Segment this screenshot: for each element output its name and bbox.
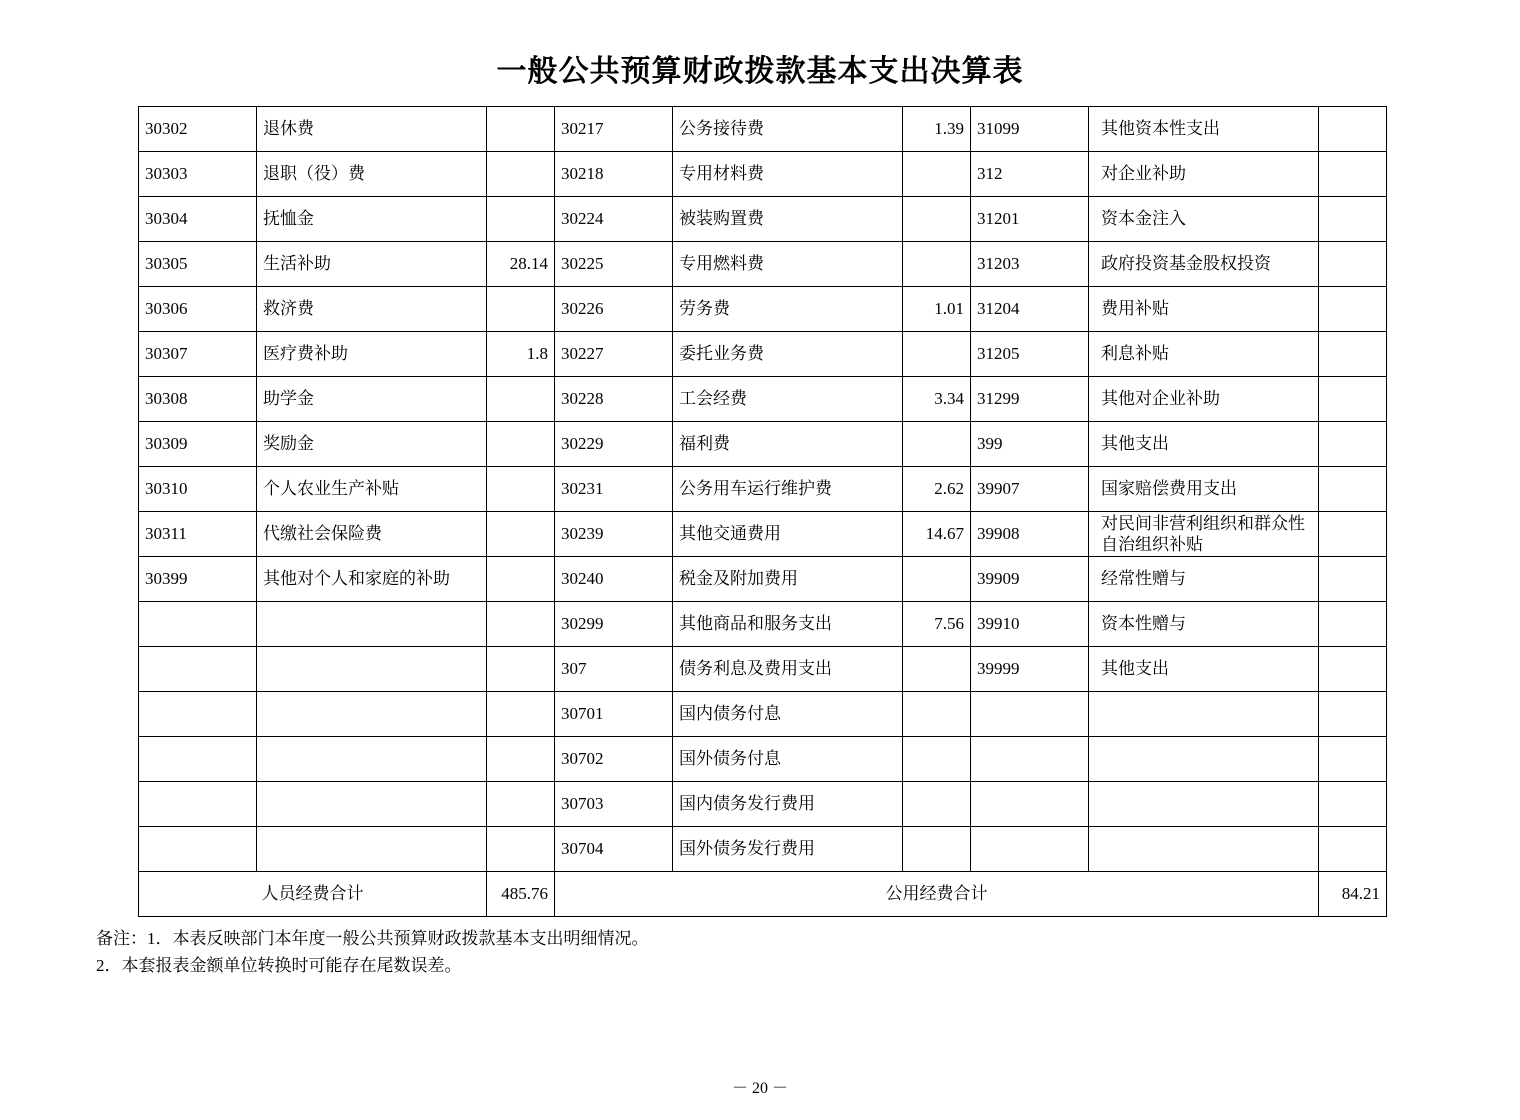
- cell-code: 30231: [555, 467, 673, 512]
- cell-code: [971, 827, 1089, 872]
- document-page: [0, 46, 1520, 1120]
- table-totals-row: [139, 872, 1387, 917]
- cell-value: [487, 422, 555, 467]
- table-row: [139, 107, 1387, 152]
- cell-name: 其他资本性支出: [1089, 107, 1319, 152]
- cell-code: [139, 827, 257, 872]
- cell-value: 2.62: [903, 467, 971, 512]
- cell-name: [257, 827, 487, 872]
- cell-name: 个人农业生产补贴: [257, 467, 487, 512]
- cell-value: [1319, 422, 1387, 467]
- cell-value: [487, 557, 555, 602]
- cell-code: 39908: [971, 512, 1089, 557]
- cell-name: 退休费: [257, 107, 487, 152]
- cell-value: [1319, 692, 1387, 737]
- cell-name: 公务接待费: [673, 107, 903, 152]
- cell-name: 债务利息及费用支出: [673, 647, 903, 692]
- cell-value: [903, 782, 971, 827]
- cell-name: [257, 782, 487, 827]
- cell-code: [139, 602, 257, 647]
- cell-name: 国外债务发行费用: [673, 827, 903, 872]
- cell-name: [1089, 827, 1319, 872]
- cell-value: [1319, 602, 1387, 647]
- cell-value: [1319, 647, 1387, 692]
- cell-name: 对民间非营利组织和群众性自治组织补贴: [1089, 512, 1319, 557]
- cell-name: 其他对个人和家庭的补助: [257, 557, 487, 602]
- cell-value: [1319, 512, 1387, 557]
- cell-name: 公务用车运行维护费: [673, 467, 903, 512]
- cell-name: 资本性赠与: [1089, 602, 1319, 647]
- cell-value: [1319, 287, 1387, 332]
- cell-code: 30308: [139, 377, 257, 422]
- cell-code: 30303: [139, 152, 257, 197]
- cell-value: [487, 287, 555, 332]
- cell-name: 其他交通费用: [673, 512, 903, 557]
- cell-name: 对企业补助: [1089, 152, 1319, 197]
- cell-name: 国家赔偿费用支出: [1089, 467, 1319, 512]
- cell-code: 30310: [139, 467, 257, 512]
- cell-value: [487, 737, 555, 782]
- budget-expenditure-table: [138, 106, 1387, 917]
- cell-name: 其他商品和服务支出: [673, 602, 903, 647]
- cell-value: [1319, 557, 1387, 602]
- cell-code: 30703: [555, 782, 673, 827]
- cell-code: 399: [971, 422, 1089, 467]
- cell-name: 费用补贴: [1089, 287, 1319, 332]
- cell-value: [903, 737, 971, 782]
- cell-value: 14.67: [903, 512, 971, 557]
- cell-value: [903, 152, 971, 197]
- cell-value: [1319, 197, 1387, 242]
- cell-name: 退职（役）费: [257, 152, 487, 197]
- cell-name: 政府投资基金股权投资: [1089, 242, 1319, 287]
- cell-code: 30399: [139, 557, 257, 602]
- cell-code: 30225: [555, 242, 673, 287]
- cell-code: 312: [971, 152, 1089, 197]
- cell-value: [903, 242, 971, 287]
- public-total-label: 公用经费合计: [555, 872, 1319, 917]
- cell-value: [487, 647, 555, 692]
- cell-value: [903, 422, 971, 467]
- cell-name: [257, 647, 487, 692]
- cell-value: [1319, 152, 1387, 197]
- cell-value: [487, 827, 555, 872]
- cell-code: 30299: [555, 602, 673, 647]
- cell-name: 福利费: [673, 422, 903, 467]
- cell-code: 31201: [971, 197, 1089, 242]
- cell-name: 代缴社会保险费: [257, 512, 487, 557]
- cell-code: [971, 692, 1089, 737]
- cell-code: [971, 782, 1089, 827]
- cell-name: 国外债务付息: [673, 737, 903, 782]
- cell-name: 医疗费补助: [257, 332, 487, 377]
- table-notes: [96, 925, 1520, 979]
- cell-code: 30224: [555, 197, 673, 242]
- table-row: [139, 647, 1387, 692]
- cell-value: [487, 377, 555, 422]
- cell-value: [1319, 827, 1387, 872]
- cell-code: 30704: [555, 827, 673, 872]
- cell-code: 30306: [139, 287, 257, 332]
- cell-value: 1.01: [903, 287, 971, 332]
- cell-code: 30228: [555, 377, 673, 422]
- cell-code: 30701: [555, 692, 673, 737]
- cell-value: [487, 107, 555, 152]
- cell-code: [139, 692, 257, 737]
- table-row: [139, 602, 1387, 647]
- table-row: [139, 557, 1387, 602]
- cell-value: [903, 197, 971, 242]
- page-number: － 20 －: [731, 1080, 788, 1097]
- table-row: [139, 332, 1387, 377]
- table-row: [139, 467, 1387, 512]
- cell-name: 其他支出: [1089, 647, 1319, 692]
- cell-code: 30309: [139, 422, 257, 467]
- cell-value: [903, 647, 971, 692]
- cell-name: 委托业务费: [673, 332, 903, 377]
- cell-name: 劳务费: [673, 287, 903, 332]
- cell-value: [487, 692, 555, 737]
- cell-code: [139, 647, 257, 692]
- cell-code: 31099: [971, 107, 1089, 152]
- cell-code: 31205: [971, 332, 1089, 377]
- table-body: [139, 107, 1387, 917]
- cell-value: 28.14: [487, 242, 555, 287]
- cell-code: 30218: [555, 152, 673, 197]
- table-row: [139, 737, 1387, 782]
- table-row: [139, 512, 1387, 557]
- cell-name: 被装购置费: [673, 197, 903, 242]
- cell-name: 利息补贴: [1089, 332, 1319, 377]
- cell-code: 30304: [139, 197, 257, 242]
- cell-value: [1319, 242, 1387, 287]
- cell-name: 救济费: [257, 287, 487, 332]
- cell-code: 30702: [555, 737, 673, 782]
- cell-code: 307: [555, 647, 673, 692]
- table-row: [139, 827, 1387, 872]
- cell-code: [971, 737, 1089, 782]
- cell-name: 国内债务付息: [673, 692, 903, 737]
- table-row: [139, 197, 1387, 242]
- cell-code: 31299: [971, 377, 1089, 422]
- cell-code: [139, 782, 257, 827]
- cell-code: 39909: [971, 557, 1089, 602]
- table-row: [139, 377, 1387, 422]
- cell-name: 抚恤金: [257, 197, 487, 242]
- cell-code: 30302: [139, 107, 257, 152]
- cell-name: 其他对企业补助: [1089, 377, 1319, 422]
- cell-value: [903, 332, 971, 377]
- cell-value: 1.39: [903, 107, 971, 152]
- cell-name: 资本金注入: [1089, 197, 1319, 242]
- cell-code: 31204: [971, 287, 1089, 332]
- cell-code: 39907: [971, 467, 1089, 512]
- cell-code: 30305: [139, 242, 257, 287]
- cell-value: [1319, 737, 1387, 782]
- cell-value: [1319, 782, 1387, 827]
- cell-name: 专用燃料费: [673, 242, 903, 287]
- cell-value: 3.34: [903, 377, 971, 422]
- table-row: [139, 152, 1387, 197]
- cell-name: 税金及附加费用: [673, 557, 903, 602]
- public-total-value: 84.21: [1319, 872, 1387, 917]
- personnel-total-value: 485.76: [487, 872, 555, 917]
- cell-name: 生活补助: [257, 242, 487, 287]
- cell-code: 30226: [555, 287, 673, 332]
- cell-name: 国内债务发行费用: [673, 782, 903, 827]
- cell-code: 39910: [971, 602, 1089, 647]
- cell-name: [1089, 737, 1319, 782]
- cell-name: 经常性赠与: [1089, 557, 1319, 602]
- cell-value: [1319, 377, 1387, 422]
- table-row: [139, 242, 1387, 287]
- cell-value: [487, 602, 555, 647]
- note-line-1: 备注：1．本表反映部门本年度一般公共预算财政拨款基本支出明细情况。: [96, 929, 649, 948]
- cell-name: [1089, 692, 1319, 737]
- cell-code: [139, 737, 257, 782]
- cell-code: 39999: [971, 647, 1089, 692]
- cell-value: [487, 197, 555, 242]
- cell-value: [487, 782, 555, 827]
- cell-code: 30227: [555, 332, 673, 377]
- cell-value: [903, 692, 971, 737]
- cell-value: [903, 557, 971, 602]
- cell-name: 专用材料费: [673, 152, 903, 197]
- page-title: 一般公共预算财政拨款基本支出决算表: [496, 55, 1024, 88]
- note-line-2: 2．本套报表金额单位转换时可能存在尾数误差。: [96, 956, 462, 976]
- cell-value: [1319, 332, 1387, 377]
- cell-code: 30307: [139, 332, 257, 377]
- cell-code: 31203: [971, 242, 1089, 287]
- cell-code: 30311: [139, 512, 257, 557]
- cell-name: 助学金: [257, 377, 487, 422]
- cell-name: [257, 737, 487, 782]
- cell-value: [1319, 467, 1387, 512]
- table-row: [139, 287, 1387, 332]
- cell-name: [257, 602, 487, 647]
- cell-value: 7.56: [903, 602, 971, 647]
- cell-value: [487, 512, 555, 557]
- cell-code: 30229: [555, 422, 673, 467]
- personnel-total-label: 人员经费合计: [139, 872, 487, 917]
- cell-name: [1089, 782, 1319, 827]
- cell-code: 30239: [555, 512, 673, 557]
- cell-code: 30240: [555, 557, 673, 602]
- table-row: [139, 422, 1387, 467]
- cell-value: 1.8: [487, 332, 555, 377]
- cell-value: [1319, 107, 1387, 152]
- cell-name: [257, 692, 487, 737]
- cell-name: 其他支出: [1089, 422, 1319, 467]
- cell-code: 30217: [555, 107, 673, 152]
- cell-value: [487, 467, 555, 512]
- table-row: [139, 692, 1387, 737]
- cell-name: 工会经费: [673, 377, 903, 422]
- cell-value: [903, 827, 971, 872]
- table-row: [139, 782, 1387, 827]
- cell-name: 奖励金: [257, 422, 487, 467]
- cell-value: [487, 152, 555, 197]
